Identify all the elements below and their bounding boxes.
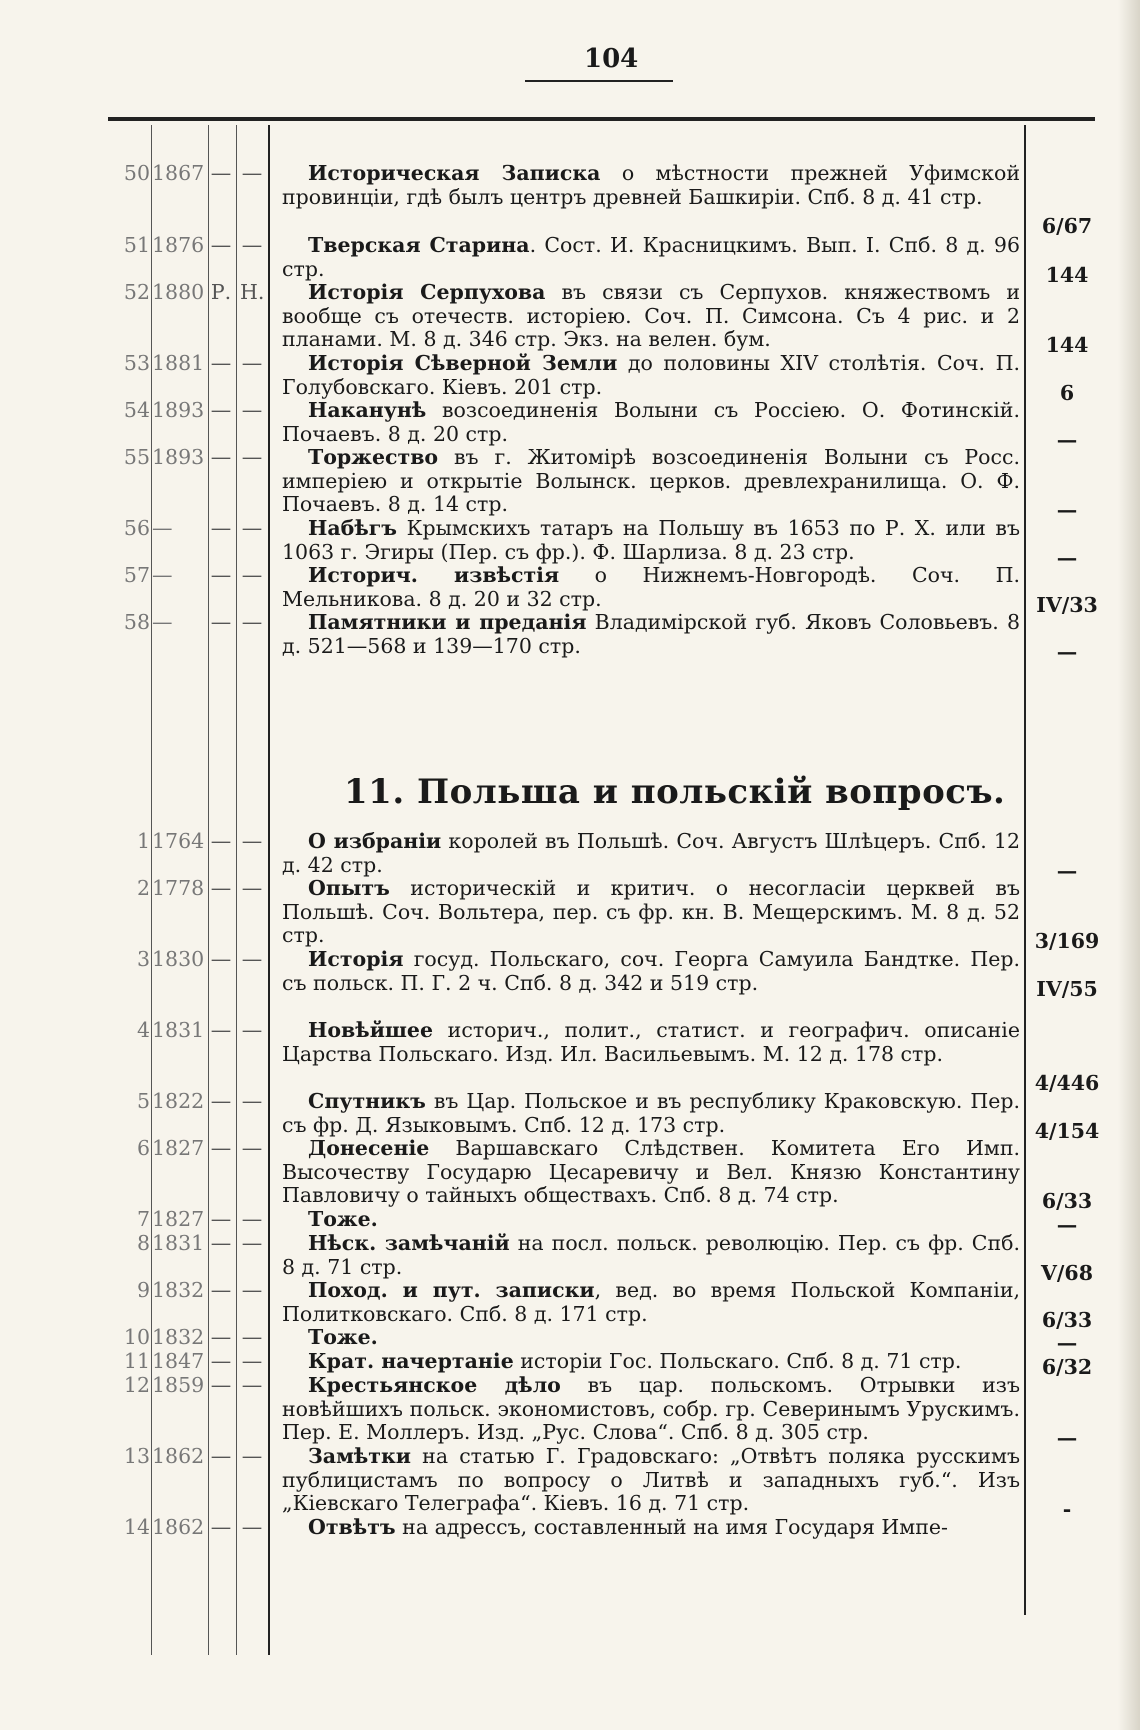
entry-year: 1862	[152, 1515, 205, 1539]
entry-number: 12	[123, 1373, 150, 1397]
entry-col-4: —	[241, 1325, 263, 1349]
section-heading: 11. Польша и польскій вопросъ.	[344, 772, 1006, 812]
entry-description: въ цар. польскомъ. Отрывки изъ новѣйшихъ польск. экономистовъ, собр. гр. Северинымъ Урускимъ. Пер. Е. Моллеръ. Изд. „Рус. Слова“. Спб. 8 д. 305 стр.	[282, 1373, 1020, 1444]
entry-col-4: —	[241, 1231, 263, 1255]
entry-description: историч., полит., статист. и географич. описаніе Царства Польскаго. Изд. Ил. Васильевымъ. М. 12 д. 178 стр.	[282, 1018, 1020, 1066]
entry-year: 1764	[152, 829, 205, 853]
entry-year: 1831	[152, 1231, 205, 1255]
entry-col-4: Н.	[240, 280, 265, 304]
entry-number: 11	[123, 1349, 150, 1373]
entry-col-4: —	[241, 563, 263, 587]
entry-title: Памятники и преданія	[308, 610, 587, 634]
entry-col-4: —	[241, 398, 263, 422]
entry-price: —	[1056, 1426, 1078, 1450]
entry-col-3: —	[210, 445, 232, 469]
entry-col-4: —	[241, 1018, 263, 1042]
entry-description: о мѣстности прежней Уфимской провинціи, гдѣ былъ центръ древней Башкиріи. Спб. 8 д. 41 стр.	[282, 161, 1020, 209]
entry-title: Спутникъ	[308, 1089, 426, 1113]
entry-text	[282, 1090, 1020, 1137]
entry-col-3: —	[210, 1136, 232, 1160]
entry-year: —	[152, 516, 173, 540]
header-rule	[108, 117, 1095, 121]
entry-description: въ г. Житомірѣ возсоединенія Волыни съ Росс. имперіею и открытіе Волынск. церков. древлехранилища. О. Ф. Почаевъ. 8 д. 14 стр.	[282, 445, 1020, 516]
entry-year: 1831	[152, 1018, 205, 1042]
entry-col-4: —	[241, 161, 263, 185]
entry-number: 55	[123, 445, 150, 469]
entry-text	[282, 281, 1020, 352]
entry-number: 4	[136, 1018, 150, 1042]
entry-text	[282, 517, 1020, 564]
entry-text	[282, 1019, 1020, 1066]
entry-title: Нѣск. замѣчаній	[308, 1231, 510, 1255]
entry-year: 1881	[152, 351, 205, 375]
entry-description: въ связи съ Серпухов. княжествомъ и вообще съ отечеств. исторіею. Соч. П. Симсона. Съ 4 рис. и 2 планами. М. 8 д. 346 стр. Экз. на велен. бум.	[282, 280, 1020, 351]
entry-col-3: —	[210, 1444, 232, 1468]
entry-col-3: —	[210, 947, 232, 971]
entry-year: 1893	[152, 445, 205, 469]
entry-description: въ Цар. Польское и въ республику Краковскую. Пер. съ фр. Д. Языковымъ. Спб. 12 д. 173 стр.	[282, 1089, 1020, 1137]
entry-description: на адрессъ, составленный на имя Государя Импе-	[395, 1515, 948, 1539]
entry-col-4: —	[241, 1349, 263, 1373]
column-rule	[208, 125, 209, 1655]
entry-title: Крат. начертаніе	[308, 1349, 514, 1373]
entry-number: 7	[136, 1207, 150, 1231]
entry-title: Тоже.	[308, 1207, 378, 1231]
entry-year: 1832	[152, 1278, 205, 1302]
entry-text	[282, 1208, 1020, 1232]
page-edge	[1118, 0, 1140, 1730]
entry-title: Донесеніе	[308, 1136, 430, 1160]
entry-title: Отвѣтъ	[308, 1515, 396, 1539]
entry-title: Исторія Серпухова	[308, 280, 546, 304]
entry-year: 1862	[152, 1444, 205, 1468]
entry-year: 1832	[152, 1325, 205, 1349]
entry-number: 1	[136, 829, 150, 853]
entry-text	[282, 446, 1020, 517]
entry-title: Исторія	[308, 947, 404, 971]
entry-title: Поход. и пут. записки	[308, 1278, 595, 1302]
entry-col-3: —	[210, 1089, 232, 1113]
entry-text	[282, 162, 1020, 209]
entry-year: 1867	[152, 161, 205, 185]
entry-year: 1830	[152, 947, 205, 971]
entry-col-3: —	[210, 516, 232, 540]
entry-col-3: —	[210, 1018, 232, 1042]
entry-number: 57	[123, 563, 150, 587]
entry-price: 144	[1045, 262, 1089, 287]
entry-title: О избраніи	[308, 829, 442, 853]
entry-price: 3/169	[1034, 929, 1100, 953]
entry-text	[282, 1326, 1020, 1350]
entry-title: Торжество	[308, 445, 439, 469]
entry-year: —	[152, 563, 173, 587]
entry-title: Историческая Записка	[308, 161, 601, 185]
entry-col-3: —	[210, 398, 232, 422]
entry-number: 52	[123, 280, 150, 304]
entry-number: 13	[123, 1444, 150, 1468]
entry-number: 8	[136, 1231, 150, 1255]
entry-title: Историч. извѣстія	[308, 563, 560, 587]
entry-title: Опытъ	[308, 876, 390, 900]
entry-text	[282, 877, 1020, 948]
entry-col-4: —	[241, 876, 263, 900]
entry-col-3: —	[210, 876, 232, 900]
entry-col-4: —	[241, 947, 263, 971]
entry-col-4: —	[241, 1278, 263, 1302]
entry-col-3: —	[210, 161, 232, 185]
entry-year: 1822	[152, 1089, 205, 1113]
entry-number: 14	[123, 1515, 150, 1539]
entry-number: 9	[136, 1278, 150, 1302]
entry-price: 4/446	[1034, 1071, 1100, 1095]
entry-title: Замѣтки	[308, 1444, 412, 1468]
entry-col-4: —	[241, 516, 263, 540]
entry-description: госуд. Польскаго, соч. Георга Самуила Бандтке. Пер. съ польск. П. Г. 2 ч. Спб. 8 д. 342 и 519 стр.	[282, 947, 1020, 995]
entry-description: Крымскихъ татаръ на Польшу въ 1653 по Р. Х. или въ 1063 г. Эгиры (Пер. съ фр.). Ф. Шарлиза. 8 д. 23 стр.	[282, 516, 1020, 564]
entry-year: 1827	[152, 1207, 205, 1231]
entry-number: 3	[136, 947, 150, 971]
entry-price: 144	[1045, 333, 1089, 357]
entry-text	[282, 948, 1020, 995]
entry-title: Исторія Сѣверной Земли	[308, 351, 618, 375]
entry-col-3: —	[210, 1515, 232, 1539]
entry-description: на посл. польск. революцію. Пер. съ фр. Спб. 8 д. 71 стр.	[282, 1231, 1021, 1279]
entry-description: исторіи Гос. Польскаго. Спб. 8 д. 71 стр.	[513, 1349, 962, 1373]
entry-col-3: —	[210, 1231, 232, 1255]
entry-text	[282, 1279, 1020, 1326]
entry-text	[282, 352, 1020, 399]
entry-title: Тверская Старина	[308, 233, 530, 257]
entry-price: —	[1056, 498, 1078, 522]
page-number-rule	[525, 80, 673, 82]
entry-col-4: —	[241, 351, 263, 375]
entry-year: 1859	[152, 1373, 205, 1397]
entry-description: о Нижнемъ-Новгородѣ. Соч. П. Мельникова. 8 д. 20 и 32 стр.	[282, 563, 1020, 611]
entry-number: 56	[123, 516, 150, 540]
entry-description: королей въ Польшѣ. Соч. Августъ Шлѣцеръ. Спб. 12 д. 42 стр.	[282, 829, 1021, 877]
entry-description: , вед. во время Польской Компаніи, Политковскаго. Спб. 8 д. 171 стр.	[282, 1278, 1020, 1326]
entry-description: историческій и критич. о несогласіи церквей въ Польшѣ. Соч. Вольтера, пер. съ фр. кн. В. Мещерскимъ. М. 8 д. 52 стр.	[282, 876, 1020, 947]
entry-col-3: —	[210, 351, 232, 375]
page-number: 104	[584, 44, 639, 74]
entry-number: 53	[123, 351, 150, 375]
entry-price: 6/33	[1041, 1307, 1093, 1332]
entry-text	[282, 1374, 1020, 1445]
entry-col-3: —	[210, 610, 232, 634]
entry-col-4: —	[241, 1444, 263, 1468]
entry-text	[282, 1350, 1020, 1374]
entry-description: до половины XIV столѣтія. Соч. П. Голубовскаго. Кіевъ. 201 стр.	[282, 351, 1021, 399]
entry-price: —	[1056, 545, 1078, 570]
entry-text	[282, 399, 1020, 446]
entry-price: 6/67	[1041, 214, 1093, 238]
entry-price: IV/55	[1036, 976, 1098, 1001]
entry-col-3: —	[210, 1278, 232, 1302]
entry-col-3: —	[210, 233, 232, 257]
entry-year: 1847	[152, 1349, 205, 1373]
entry-year: —	[152, 610, 173, 634]
entry-price: —	[1056, 858, 1078, 883]
entry-price: 4/154	[1034, 1118, 1100, 1143]
entry-col-4: —	[241, 1373, 263, 1397]
entry-text	[282, 1516, 1020, 1540]
entry-title: Набѣгъ	[308, 516, 398, 540]
entry-price: —	[1056, 1213, 1078, 1237]
entry-price: —	[1056, 427, 1078, 452]
entry-year: 1893	[152, 398, 205, 422]
entry-title: Новѣйшее	[308, 1018, 434, 1042]
entry-col-4: —	[241, 1207, 263, 1231]
entry-text	[282, 234, 1020, 281]
entry-title: Крестьянское дѣло	[308, 1373, 561, 1397]
column-rule	[268, 125, 270, 1655]
entry-price: -	[1062, 1497, 1072, 1521]
entry-col-4: —	[241, 1515, 263, 1539]
entry-price: 6	[1059, 380, 1075, 405]
entry-price: 6/32	[1041, 1355, 1093, 1379]
entry-description: . Сост. И. Красницкимъ. Вып. I. Спб. 8 д. 96 стр.	[282, 233, 1020, 281]
entry-col-3: Р.	[210, 280, 232, 304]
entry-col-4: —	[241, 610, 263, 634]
entry-price: —	[1056, 639, 1078, 664]
entry-number: 54	[123, 398, 150, 422]
column-rule	[236, 125, 237, 1655]
entry-text	[282, 1137, 1020, 1208]
entry-number: 2	[136, 876, 150, 900]
entry-price: —	[1056, 1331, 1078, 1355]
entry-title: Наканунѣ	[308, 398, 427, 422]
entry-text	[282, 1445, 1020, 1516]
entry-col-4: —	[241, 1136, 263, 1160]
entry-number: 51	[123, 233, 150, 257]
entry-text	[282, 1232, 1020, 1279]
entry-number: 6	[136, 1136, 150, 1160]
entry-col-4: —	[241, 445, 263, 469]
entry-title: Тоже.	[308, 1325, 378, 1349]
entry-price: V/68	[1041, 1260, 1093, 1285]
entry-col-3: —	[210, 829, 232, 853]
entry-col-4: —	[241, 829, 263, 853]
entry-description: на статью Г. Градовскаго: „Отвѣтъ поляка русскимъ публицистамъ по вопросу о Литвѣ и западныхъ губ.“. Изъ „Кіевскаго Телеграфа“. Кіевъ. 16 д. 71 стр.	[282, 1444, 1020, 1515]
column-rule	[1024, 125, 1026, 1615]
entry-year: 1778	[152, 876, 205, 900]
entry-description: Владимірской губ. Яковъ Соловьевъ. 8 д. 521—568 и 139—170 стр.	[282, 610, 1020, 658]
entry-col-4: —	[241, 233, 263, 257]
entry-col-3: —	[210, 1349, 232, 1373]
entry-price: 6/33	[1041, 1189, 1093, 1213]
entry-text	[282, 611, 1020, 658]
entry-col-3: —	[210, 1207, 232, 1231]
entry-year: 1880	[152, 280, 205, 304]
entry-number: 50	[123, 161, 150, 185]
entry-col-4: —	[241, 1089, 263, 1113]
entry-description: Варшавскаго Слѣдствен. Комитета Его Имп. Высочеству Государю Цесаревичу и Вел. Князю Константину Павловичу о тайныхъ обществахъ. Спб. 8 д. 74 стр.	[282, 1136, 1020, 1207]
entry-number: 58	[123, 610, 150, 634]
entry-text	[282, 564, 1020, 611]
entry-number: 5	[136, 1089, 150, 1113]
entry-text	[282, 830, 1020, 877]
entry-year: 1827	[152, 1136, 205, 1160]
entry-price: IV/33	[1036, 592, 1098, 617]
entry-year: 1876	[152, 233, 205, 257]
entry-col-3: —	[210, 1325, 232, 1349]
entry-number: 10	[123, 1325, 150, 1349]
entry-col-3: —	[210, 1373, 232, 1397]
entry-description: возсоединенія Волыни съ Россіею. О. Фотинскій. Почаевъ. 8 д. 20 стр.	[282, 398, 1020, 446]
entry-col-3: —	[210, 563, 232, 587]
